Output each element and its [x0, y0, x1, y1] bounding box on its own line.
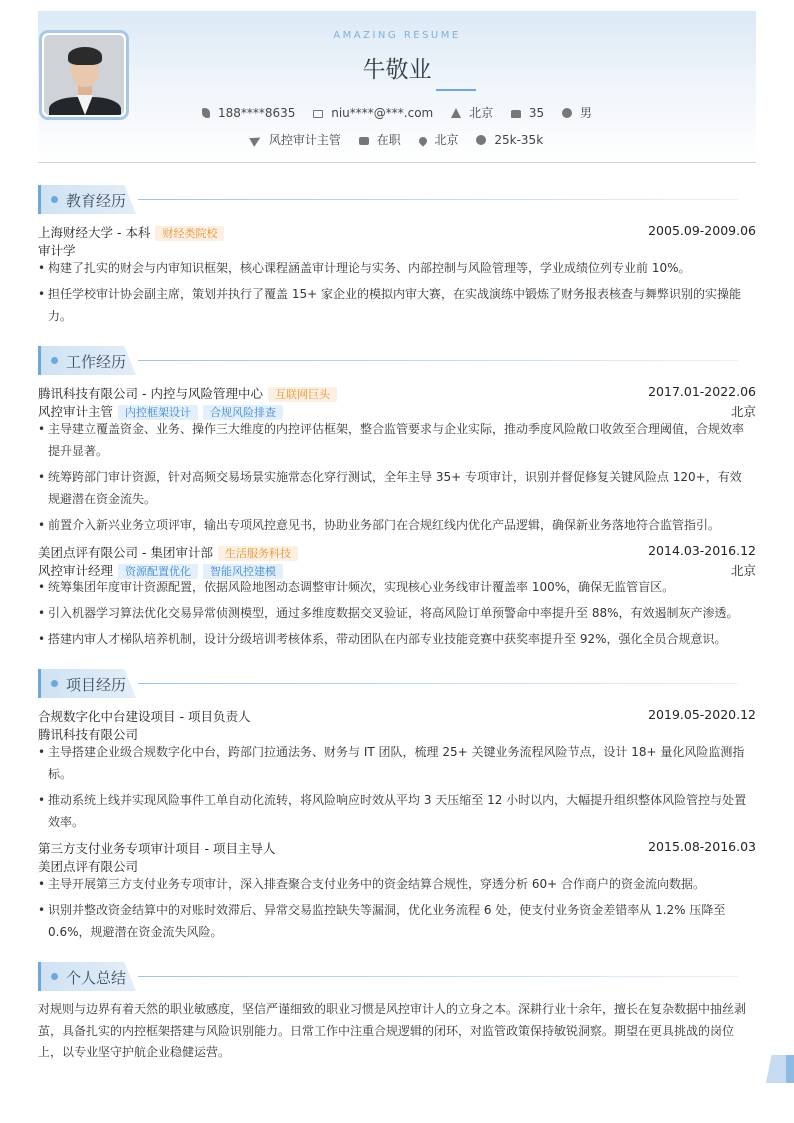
candidate-name: 牛敬业	[362, 57, 432, 83]
job-role-row	[38, 402, 756, 420]
job-city: 北京	[730, 404, 756, 419]
skill-tag: 资源配置优化	[118, 564, 198, 579]
school-tag: 财经类院校	[155, 226, 224, 241]
status-text: 在职	[376, 133, 401, 147]
company-name: 腾讯科技有限公司 - 内控与风险管理中心	[38, 386, 263, 401]
project-company-row	[38, 857, 756, 875]
project-date: 2015.08-2016.03	[648, 839, 756, 854]
list-item: • 推动系统上线并实现风险事件工单自动化流转，将风险响应时效从平均 3 天压缩至 12 小时以内，大幅提升组织整体风险管控与处置效率。	[38, 790, 748, 833]
major-name: 审计学	[38, 243, 76, 258]
section-title: 工作经历	[66, 353, 127, 371]
gender-text: 男	[580, 106, 593, 120]
project-header-row	[38, 839, 756, 857]
list-item: • 引入机器学习算法优化交易异常侦测模型，通过多维度数据交叉验证，将高风险订单预警命中率提升至 88%，有效遏制灰产渗透。	[38, 603, 748, 625]
list-item: • 搭建内审人才梯队培养机制，设计分级培训考核体系，带动团队在内部专业技能竞赛中获奖率提升至 92%，强化全员合规意识。	[38, 629, 748, 651]
skill-tag: 合规风险排查	[203, 405, 283, 420]
project-name: 第三方支付业务专项审计项目 - 项目主导人	[38, 841, 276, 856]
location-item	[451, 104, 493, 121]
salary-item	[476, 133, 543, 147]
home-icon	[451, 108, 461, 118]
job-date: 2017.01-2022.06	[648, 384, 756, 399]
job-header-row	[38, 543, 756, 561]
resume-header	[38, 11, 756, 163]
company-name: 美团点评有限公司 - 集团审计部	[38, 545, 213, 560]
target-role-item	[251, 131, 341, 148]
project-name: 合规数字化中台建设项目 - 项目负责人	[38, 709, 251, 724]
location-text: 北京	[469, 106, 494, 120]
list-item: • 构建了扎实的财会与内审知识框架，核心课程涵盖审计理论与实务、内部控制与风险管理等，学业成绩位列专业前 10%。	[38, 258, 748, 280]
project-company: 美团点评有限公司	[38, 859, 139, 874]
list-item: • 统筹集团年度审计资源配置，依据风险地图动态调整审计频次，实现核心业务线审计覆盖率 100%，确保无监管盲区。	[38, 577, 748, 599]
section-education	[38, 185, 756, 214]
age-item	[511, 106, 544, 120]
school-name: 上海财经大学 - 本科	[38, 225, 151, 240]
email-item	[313, 106, 433, 120]
list-item: • 担任学校审计协会副主席，策划并执行了覆盖 15+ 家企业的模拟内审大赛，在实战演练中锻炼了财务报表核查与舞弊识别的实操能力。	[38, 284, 748, 327]
pin-icon	[417, 135, 428, 146]
education-header-row	[38, 223, 756, 241]
job-city: 北京	[730, 563, 756, 578]
project-company-row	[38, 725, 756, 743]
gender-icon	[562, 108, 572, 118]
section-summary	[38, 962, 756, 991]
age-text: 35	[528, 106, 545, 120]
company-tag: 互联网巨头	[268, 387, 337, 402]
name-underline	[436, 89, 476, 91]
money-icon	[476, 135, 486, 145]
section-projects	[38, 669, 756, 698]
target-city-text: 北京	[434, 133, 459, 147]
status-item	[359, 131, 401, 148]
age-icon	[511, 110, 521, 118]
phone-text: 188****8635	[217, 106, 296, 120]
job-header-row	[38, 384, 756, 402]
briefcase-icon	[359, 137, 369, 145]
education-date: 2005.09-2009.06	[648, 223, 756, 238]
list-item: • 主导开展第三方支付业务专项审计，深入排查聚合支付业务中的资金结算合规性，穿透分析 60+ 合作商户的资金流向数据。	[38, 874, 748, 896]
corner-accent	[786, 1055, 794, 1083]
target-role-text: 风控审计主管	[268, 133, 341, 147]
skill-tag: 智能风控建模	[203, 564, 283, 579]
list-item: • 识别并整改资金结算中的对账时效滞后、异常交易监控缺失等漏洞，优化业务流程 6 处，使支付业务资金差错率从 1.2% 压降至 0.6%，规避潜在资金流失风险。	[38, 900, 748, 943]
project-date: 2019.05-2020.12	[648, 707, 756, 722]
list-item: • 统筹跨部门审计资源，针对高频交易场景实施常态化穿行测试，全年主导 35+ 专项审计，识别并督促修复关键风险点 120+，有效规避潜在资金流失。	[38, 467, 748, 510]
project-company: 腾讯科技有限公司	[38, 727, 139, 742]
list-item: • 主导搭建企业级合规数字化中台，跨部门拉通法务、财务与 IT 团队，梳理 25+ 关键业务流程风险节点，设计 18+ 量化风险监测指标。	[38, 742, 748, 785]
list-item: • 主导建立覆盖资金、业务、操作三大维度的内控评估框架，整合监管要求与企业实际，推动季度风险敞口收敛至合理阈值，合规效率提升显著。	[38, 419, 748, 462]
plane-icon	[249, 133, 263, 147]
project-header-row	[38, 707, 756, 725]
list-item: • 前置介入新兴业务立项评审，输出专项风控意见书，协助业务部门在合规红线内优化产品逻辑，确保新业务落地符合监管指引。	[38, 515, 748, 537]
phone-item	[202, 106, 295, 120]
major-row	[38, 241, 756, 259]
resume-subtitle: AMAZING RESUME	[333, 30, 461, 41]
skill-tag: 内控框架设计	[118, 405, 198, 420]
email-text: niu****@***.com	[331, 106, 434, 120]
job-role: 风控审计经理	[38, 563, 114, 578]
mail-icon	[313, 110, 323, 118]
salary-text: 25k-35k	[494, 133, 544, 147]
gender-item	[562, 104, 592, 121]
job-date: 2014.03-2016.12	[648, 543, 756, 558]
target-city-item	[419, 131, 459, 148]
job-role: 风控审计主管	[38, 404, 114, 419]
section-title: 项目经历	[66, 676, 127, 694]
section-work	[38, 346, 756, 375]
section-title: 个人总结	[66, 969, 127, 987]
company-tag: 生活服务科技	[218, 546, 298, 561]
summary-text: 对规则与边界有着天然的职业敏感度，坚信严谨细致的职业习惯是风控审计人的立身之本。深耕行业十余年，擅长在复杂数据中抽丝剥茧，具备扎实的内控框架搭建与风险识别能力。日常工作中注重合规逻辑的闭环，对监管政策保持敏锐洞察。期望在更具挑战的岗位上，以专业坚守护航企业稳健运营。	[38, 1002, 747, 1059]
job-intent-row	[38, 131, 756, 148]
phone-icon	[202, 108, 210, 118]
contact-info-row	[38, 104, 756, 121]
section-title: 教育经历	[66, 192, 127, 210]
